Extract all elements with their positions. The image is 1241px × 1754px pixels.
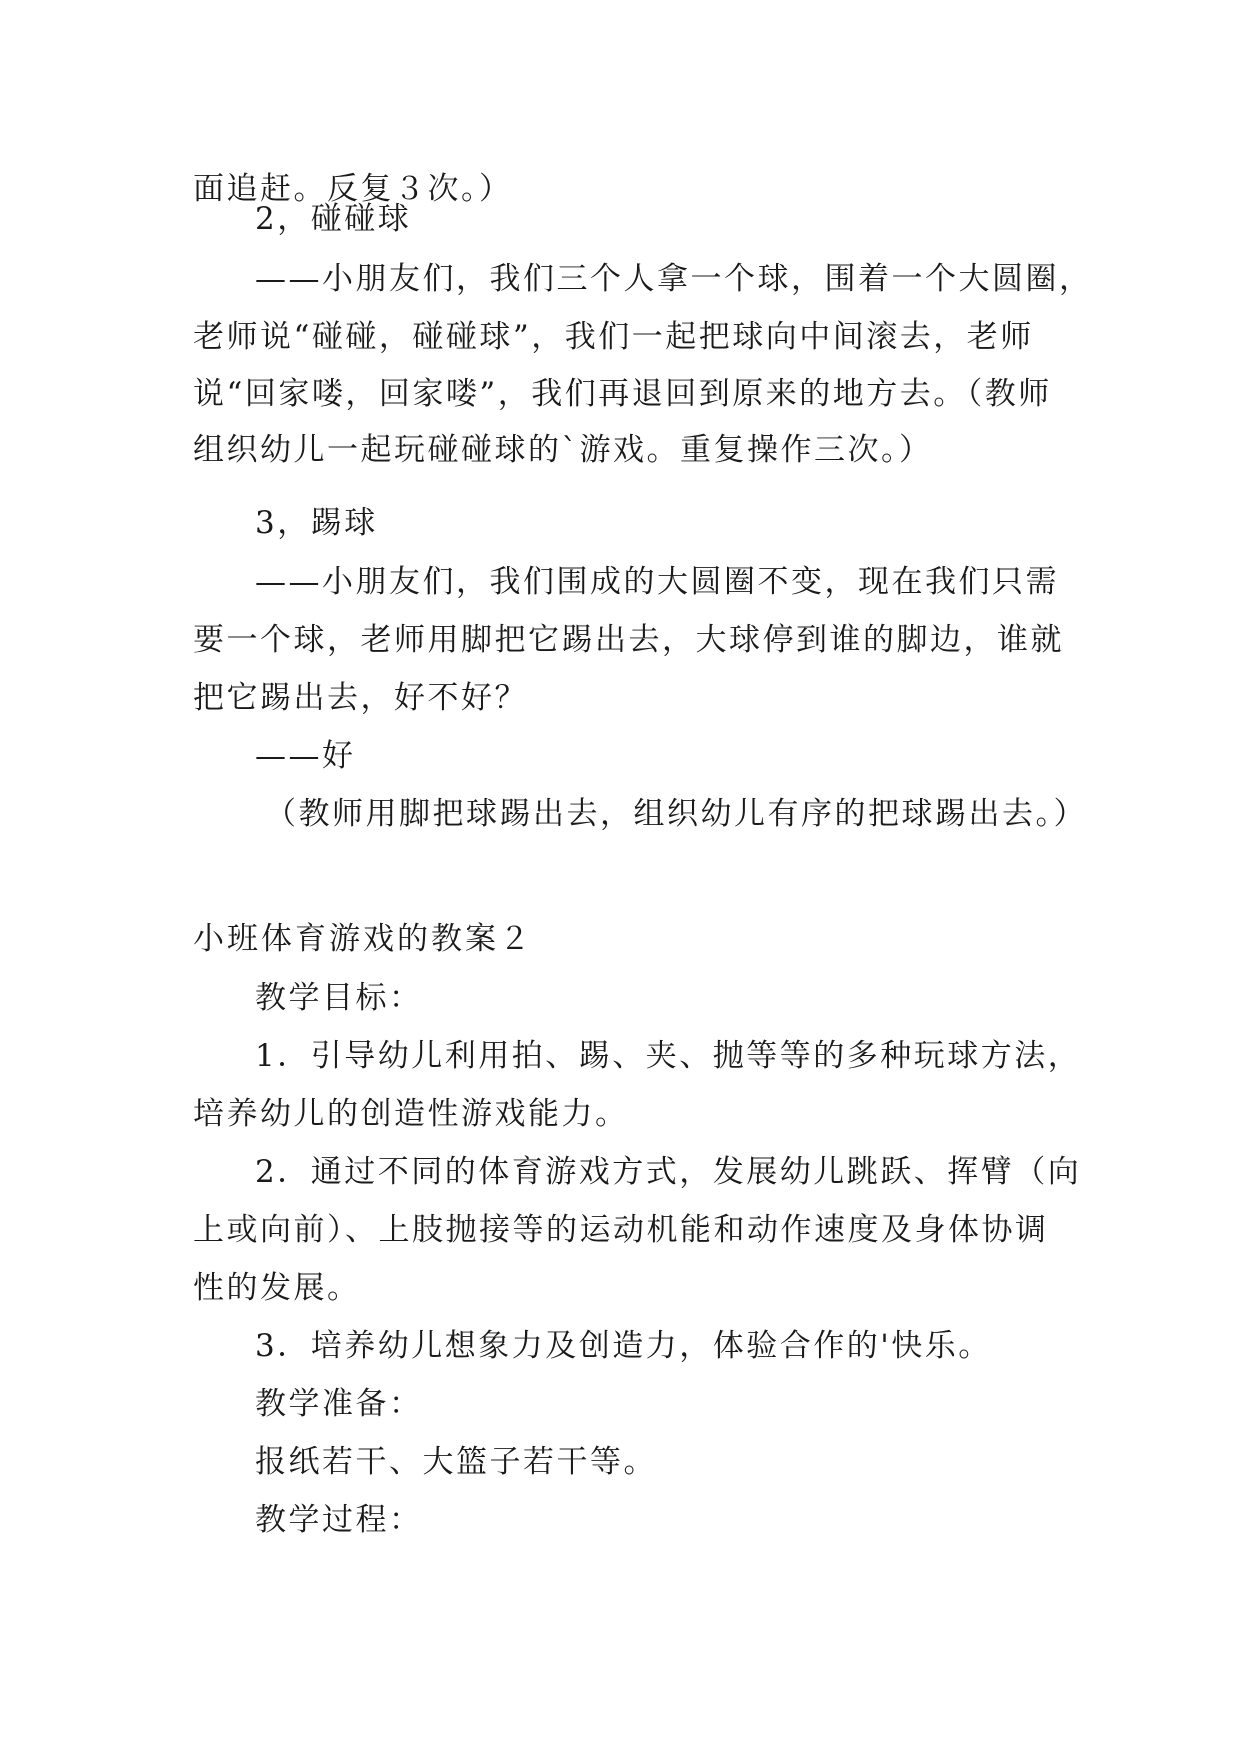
section-title-2: 2，碰碰球 bbox=[255, 201, 412, 237]
section-heading: 教学准备： bbox=[255, 1386, 423, 1422]
paragraph-line: 要一个球，老师用脚把它踢出去，大球停到谁的脚边，谁就 bbox=[193, 622, 1064, 658]
paragraph-line: ——小朋友们，我们围成的大圆圈不变，现在我们只需 bbox=[255, 564, 1059, 600]
lesson-title: 小班体育游戏的教案２ bbox=[193, 921, 533, 957]
list-item: 1．引导幼儿利用拍、踢、夹、抛等等的多种玩球方法， bbox=[255, 1038, 1082, 1074]
section-heading: 教学过程： bbox=[255, 1502, 423, 1538]
paragraph-line: 组织幼儿一起玩碰碰球的`游戏。重复操作三次。） bbox=[193, 432, 933, 468]
paragraph-line: 报纸若干、大篮子若干等。 bbox=[255, 1444, 657, 1480]
section-title-3: 3，踢球 bbox=[255, 505, 378, 541]
paragraph-line: 说“回家喽，回家喽”，我们再退回到原来的地方去。（教师 bbox=[193, 376, 1052, 412]
list-item: 3．培养幼儿想象力及创造力，体验合作的'快乐。 bbox=[255, 1328, 992, 1364]
paragraph-line: 把它踢出去，好不好？ bbox=[193, 680, 528, 716]
paragraph-line: 性的发展。 bbox=[193, 1270, 361, 1306]
paragraph-line: 培养幼儿的创造性游戏能力。 bbox=[193, 1096, 629, 1132]
paragraph-line: （教师用脚把球踢出去，组织幼儿有序的把球踢出去。） bbox=[265, 796, 1087, 832]
paragraph-line: 上或向前）、上肢抛接等的运动机能和动作速度及身体协调 bbox=[193, 1212, 1049, 1248]
section-heading: 教学目标： bbox=[255, 980, 423, 1016]
paragraph-line: 老师说“碰碰，碰碰球”，我们一起把球向中间滚去，老师 bbox=[193, 319, 1034, 355]
paragraph-line: ——好 bbox=[255, 738, 356, 774]
paragraph-line: 面追赶。反复３次。） bbox=[193, 171, 513, 207]
list-item: 2．通过不同的体育游戏方式，发展幼儿跳跃、挥臂（向 bbox=[255, 1154, 1082, 1190]
paragraph-line: ——小朋友们，我们三个人拿一个球，围着一个大圆圈， bbox=[255, 261, 1093, 297]
